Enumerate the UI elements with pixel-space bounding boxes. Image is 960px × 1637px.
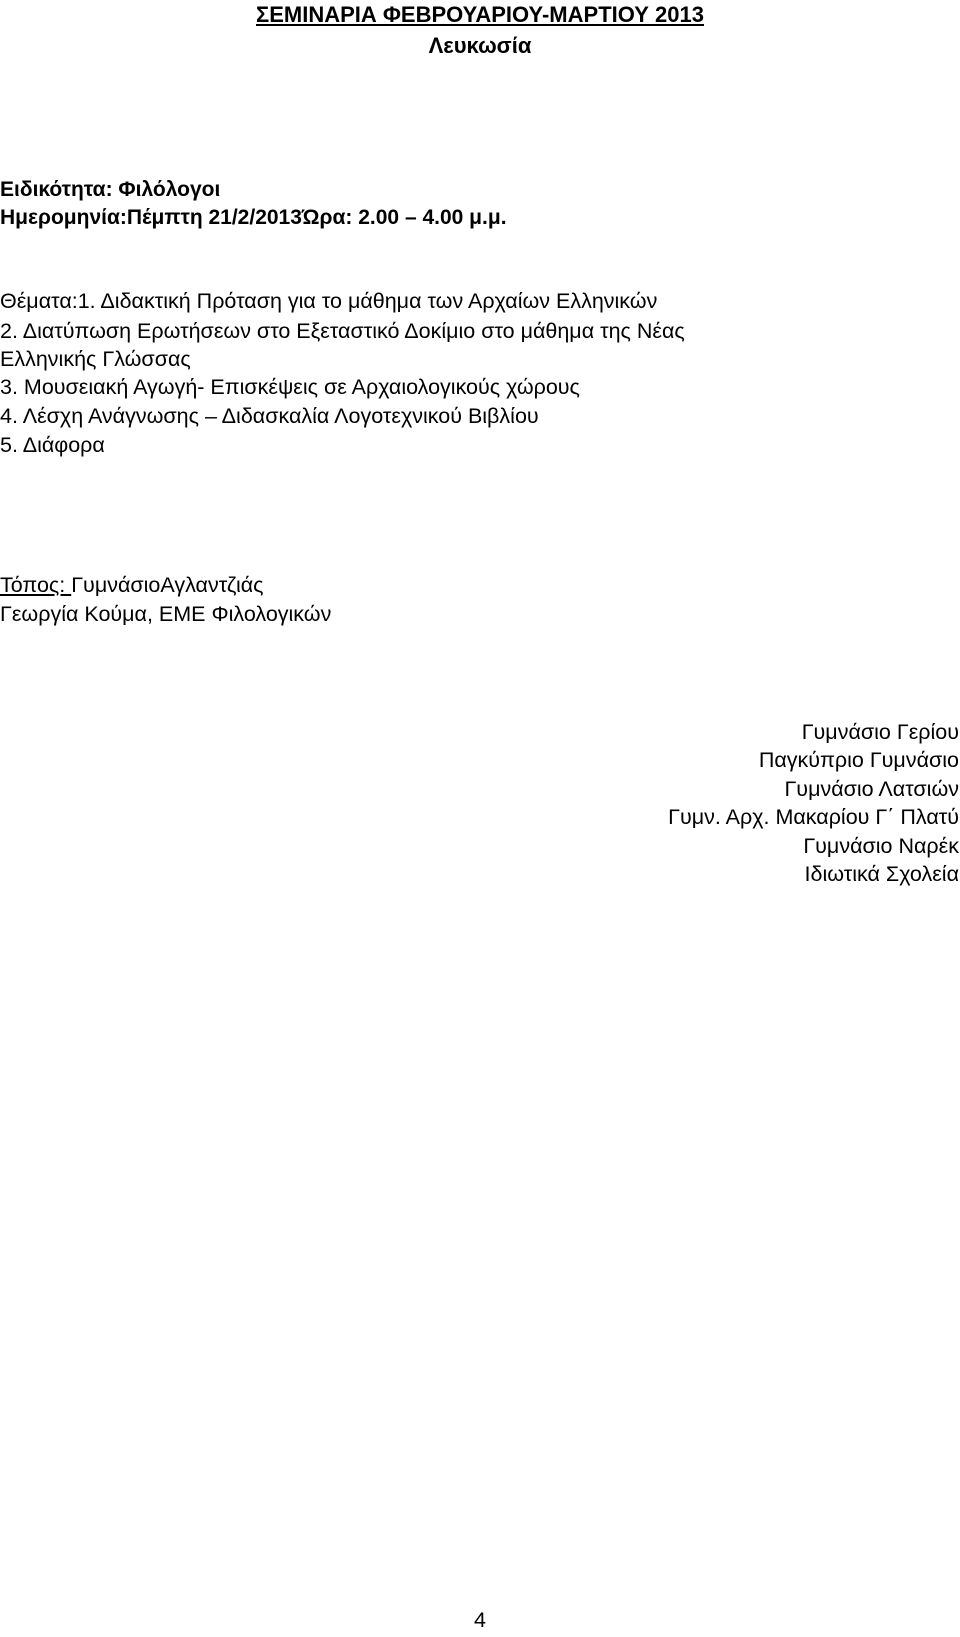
school-item: Γυμνάσιο Γερίου — [801, 720, 959, 744]
topic-item-4: 4. Λέσχη Ανάγνωσης – Διδασκαλία Λογοτεχνικού Βιβλίου — [0, 404, 539, 428]
presenter-line: Γεωργία Κούμα, ΕΜΕ Φιλολογικών — [0, 602, 332, 626]
school-item: Γυμνάσιο Λατσιών — [784, 776, 959, 801]
page-number: 4 — [474, 1608, 486, 1632]
page-subtitle-city: Λευκωσία — [428, 33, 532, 58]
topic-item-2: 2. Διατύπωση Ερωτήσεων στο Εξεταστικό Δοκίμιο στο μάθημα της Νέας — [0, 319, 685, 343]
school-item: Γυμν. Αρχ. Μακαρίου Γ΄ Πλατύ — [668, 805, 959, 830]
specialty-line: Ειδικότητα: Φιλόλογοι — [0, 178, 221, 201]
venue-label: Τόπος: — [0, 573, 72, 597]
schools-list — [559, 718, 959, 888]
topic-item-1: Θέματα:1. Διδακτική Πρόταση για το μάθημα των Αρχαίων Ελληνικών — [0, 289, 658, 313]
school-item: Ιδιωτικά Σχολεία — [804, 862, 959, 887]
school-item: Παγκύπριο Γυμνάσιο — [758, 748, 959, 773]
topic-item-3: 3. Μουσειακή Αγωγή- Επισκέψεις σε Αρχαιολογικούς χώρους — [0, 375, 580, 399]
topic-item-5: 5. Διάφορα — [0, 433, 105, 457]
topic-item-2-continued: Ελληνικής Γλώσσας — [0, 347, 191, 371]
venue-line — [0, 572, 264, 598]
school-item: Γυμνάσιο Ναρέκ — [803, 833, 959, 858]
date-time-line: Ημερομηνία:Πέμπτη 21/2/2013Ώρα: 2.00 – 4.00 μ.μ. — [0, 206, 507, 229]
page-title: ΣΕΜΙΝΑΡΙΑ ΦΕΒΡΟΥΑΡΙΟΥ-ΜΑΡΤΙΟΥ 2013 — [256, 2, 704, 27]
venue-value: ΓυμνάσιοΑγλαντζιάς — [71, 573, 264, 597]
